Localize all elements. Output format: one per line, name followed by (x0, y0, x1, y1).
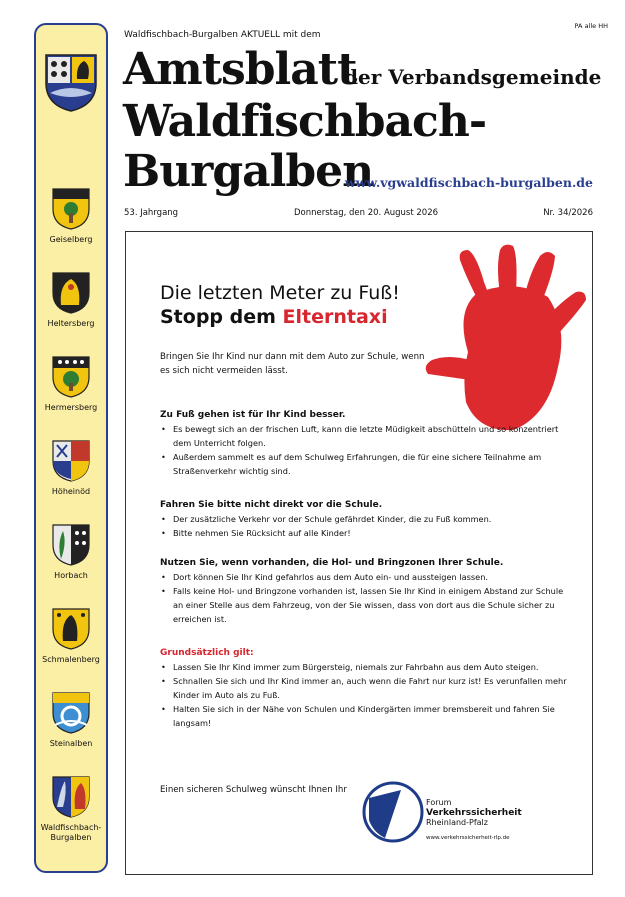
list-item: • Außerdem sammelt es auf dem Schulweg Erfahrungen, die für eine sichere Teilnahme am Straßenverkehr wichtig sind. (160, 450, 570, 478)
elterntaxi-poster (125, 231, 593, 875)
vg-crest (44, 53, 98, 113)
website-link[interactable]: www.vgwaldfischbach-burgalben.de (344, 175, 593, 190)
section-grundsaetzlich (160, 646, 570, 730)
list-item: • Lassen Sie Ihr Kind immer zum Bürgersteig, niemals zur Fahrbahn aus dem Auto steigen. (160, 660, 570, 674)
crest-steinalben (36, 691, 106, 749)
issue-number: Nr. 34/2026 (543, 208, 593, 218)
section-heading: Grundsätzlich gilt: (160, 648, 254, 658)
forum-line-3: Rheinland-Pfalz (426, 818, 488, 827)
vg-coat-of-arms-icon (44, 53, 98, 113)
section-zu-fuss (160, 408, 570, 478)
poster-headline-1: Die letzten Meter zu Fuß! (160, 282, 400, 304)
section-heading: Nutzen Sie, wenn vorhanden, die Hol- und Bringzonen Ihrer Schule. (160, 558, 504, 568)
forum-verkehrssicherheit-logo-icon (361, 780, 425, 844)
crest-label-schmalenberg: Schmalenberg (42, 655, 100, 664)
crest-label-hoeheinoed: Höheinöd (51, 487, 91, 496)
horbach-crest-icon (51, 523, 91, 567)
forum-text (426, 798, 522, 843)
list-item: • Es bewegt sich an der frischen Luft, kann die letzte Müdigkeit abschütteln und so konzentriert dem Unterricht folgen. (160, 422, 570, 450)
hoeheinoed-crest-icon (51, 439, 91, 483)
crest-label-geiselberg: Geiselberg (49, 235, 93, 244)
steinalben-crest-icon (51, 691, 91, 735)
list-item: • Der zusätzliche Verkehr vor der Schule gefährdet Kinder, die zu Fuß kommen. (160, 512, 570, 526)
forum-line-1: Forum (426, 798, 452, 807)
list-item: • Falls keine Hol- und Bringzone vorhanden ist, lassen Sie Ihr Kind in einigem Abstand zur Schule an einer Stelle aus dem Fahrzeug, von der Sie wissen, dass von dort aus die Schule sicher zu erreichen ist. (160, 584, 570, 626)
section-heading: Zu Fuß gehen ist für Ihr Kind besser. (160, 410, 346, 420)
crest-label-heltersberg: Heltersberg (47, 319, 95, 328)
poster-headline-2 (160, 306, 388, 329)
crest-label-waldfischbach-burgalben: Waldfischbach-Burgalben (40, 823, 102, 842)
list-item: • Schnallen Sie sich und Ihr Kind immer an, auch wenn die Fahrt nur kurz ist! Es verunfallen mehr Kinder im Auto als zu Fuß. (160, 674, 570, 702)
crest-heltersberg (36, 271, 106, 329)
crest-label-horbach: Horbach (54, 571, 88, 580)
title-suffix: der Verbandsgemeinde (344, 65, 602, 89)
issue-date: Donnerstag, den 20. August 2026 (294, 208, 439, 218)
section-nicht-vor-schule (160, 498, 570, 540)
crest-hermersberg (36, 355, 106, 413)
title-line-2: Waldfischbach- (123, 96, 487, 147)
title-line-3: Burgalben (123, 146, 374, 197)
forum-line-2: Verkehrssicherheit (426, 808, 522, 818)
section-hol-bringzonen (160, 556, 570, 626)
closing-text: Einen sicheren Schulweg wünscht Ihnen Ihr (160, 785, 347, 795)
schmalenberg-crest-icon (51, 607, 91, 651)
crest-label-hermersberg: Hermersberg (44, 403, 98, 412)
waldfischbach-burgalben-crest-icon (51, 775, 91, 819)
crest-geiselberg (36, 187, 106, 245)
jahrgang: 53. Jahrgang (124, 208, 179, 218)
poster-intro: Bringen Sie Ihr Kind nur dann mit dem Auto zur Schule, wenn es sich nicht vermeiden lässt. (160, 352, 425, 376)
title-amtsblatt: Amtsblatt (123, 44, 357, 95)
pretitle: Waldfischbach-Burgalben AKTUELL mit dem (124, 30, 321, 40)
heltersberg-crest-icon (51, 271, 91, 315)
community-sidebar (34, 23, 108, 873)
section-heading: Fahren Sie bitte nicht direkt vor die Schule. (160, 500, 383, 510)
forum-url[interactable]: www.verkehrssicherheit-rlp.de (426, 835, 510, 841)
distribution-note: PA alle HH (574, 22, 608, 30)
hermersberg-crest-icon (51, 355, 91, 399)
list-item: • Bitte nehmen Sie Rücksicht auf alle Kinder! (160, 526, 570, 540)
headline-elterntaxi: Elterntaxi (282, 306, 388, 328)
list-item: • Halten Sie sich in der Nähe von Schulen und Kindergärten immer bremsbereit und fahren Sie langsam! (160, 702, 570, 730)
crest-hoeheinoed (36, 439, 106, 497)
crest-horbach (36, 523, 106, 581)
list-item: • Dort können Sie Ihr Kind gefahrlos aus dem Auto ein- und aussteigen lassen. (160, 570, 570, 584)
crest-waldfischbach-burgalben (36, 775, 106, 843)
geiselberg-crest-icon (51, 187, 91, 231)
crest-label-steinalben: Steinalben (49, 739, 93, 748)
headline-stopp: Stopp dem (160, 306, 283, 328)
crest-schmalenberg (36, 607, 106, 665)
